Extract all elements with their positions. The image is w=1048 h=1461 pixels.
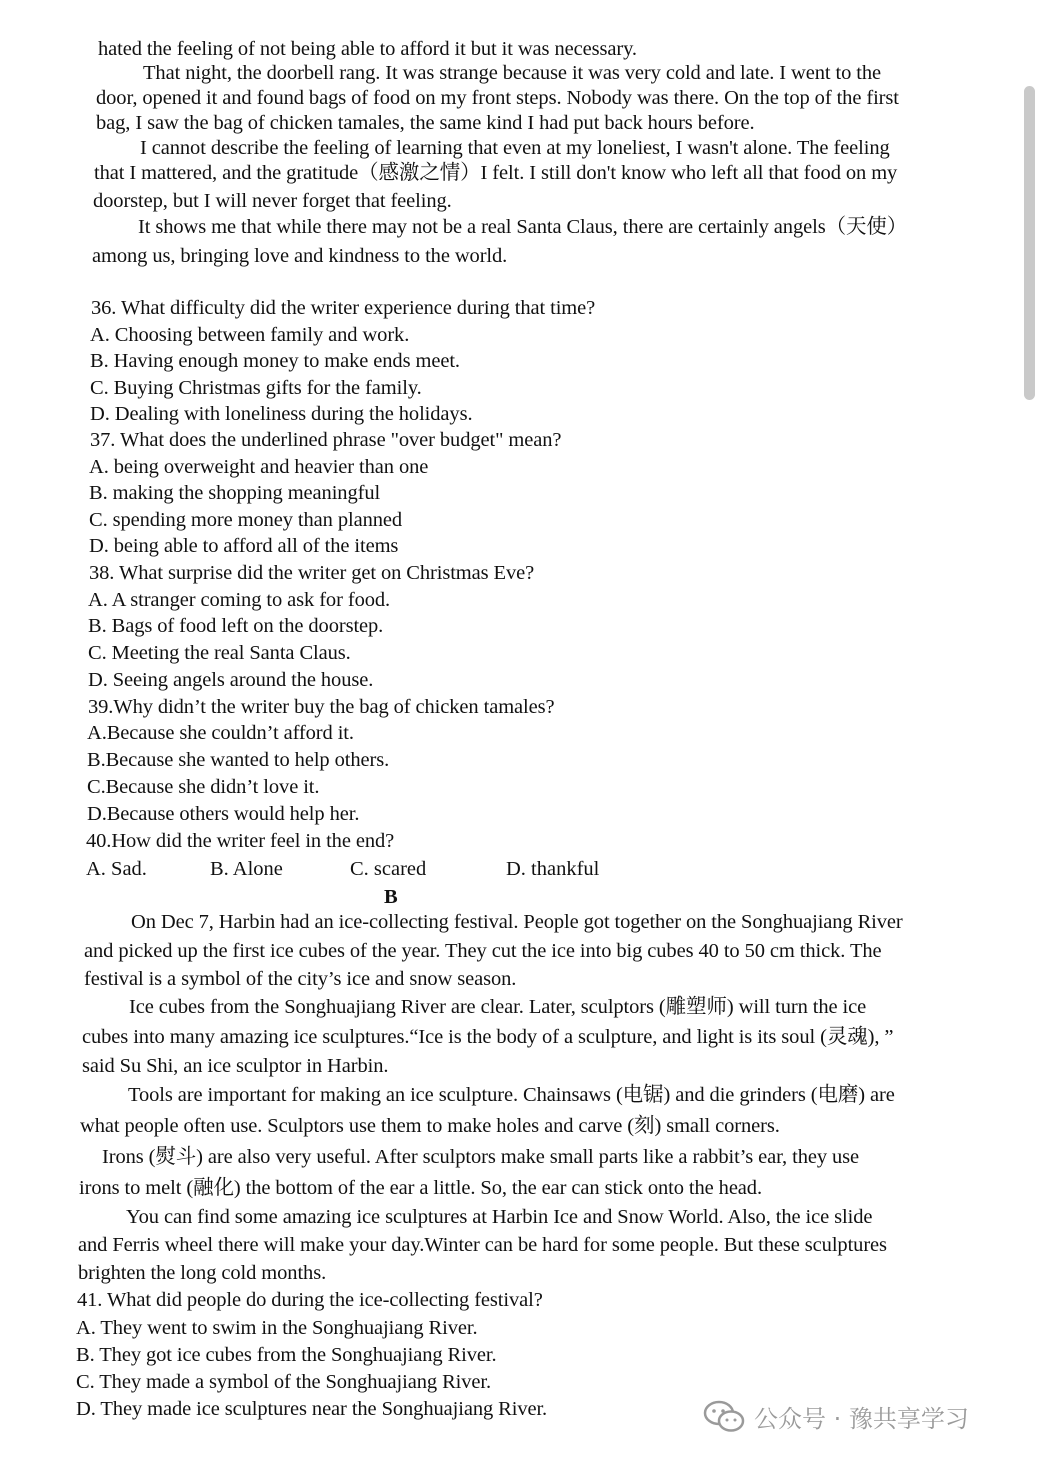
passage-a-line: That night, the doorbell rang. It was strange because it was very cold and late. I went to the: [143, 62, 882, 84]
option-line: A. being overweight and heavier than one: [89, 456, 429, 478]
option-line: C. Buying Christmas gifts for the family.: [90, 377, 422, 399]
option-line: C. spending more money than planned: [89, 509, 403, 531]
question-38: 38. What surprise did the writer get on Christmas Eve?: [89, 562, 535, 584]
passage-a-line: door, opened it and found bags of food on my front steps. Nobody was there. On the top of the first: [96, 87, 899, 109]
passage-b-line: festival is a symbol of the city’s ice and snow season.: [84, 968, 517, 990]
option-line: B. Bags of food left on the doorstep.: [88, 615, 384, 637]
option-line: B. Having enough money to make ends meet.: [90, 350, 460, 372]
passage-b-line: irons to melt (融化) the bottom of the ear a little. So, the ear can stick onto the head.: [79, 1177, 762, 1199]
q40-option-c: C. scared: [350, 858, 427, 880]
passage-b-line: Tools are important for making an ice sculpture. Chainsaws (电锯) and die grinders (电磨) are: [128, 1084, 895, 1106]
q40-option-d: D. thankful: [506, 858, 600, 880]
question-40: 40.How did the writer feel in the end?: [86, 830, 395, 852]
option-line: D.Because others would help her.: [87, 803, 360, 825]
option-line: C.Because she didn’t love it.: [87, 776, 320, 798]
passage-b-line: brighten the long cold months.: [78, 1262, 327, 1284]
passage-b-line: what people often use. Sculptors use them to make holes and carve (刻) small corners.: [80, 1115, 780, 1137]
passage-b-line: and picked up the first ice cubes of the year. They cut the ice into big cubes 40 to 50 cm thick. The: [84, 940, 882, 962]
option-line: A. Choosing between family and work.: [90, 324, 410, 346]
passage-a-line: hated the feeling of not being able to afford it but it was necessary.: [98, 38, 637, 60]
passage-b-line: said Su Shi, an ice sculptor in Harbin.: [82, 1055, 389, 1077]
option-line: D. Dealing with loneliness during the holidays.: [90, 403, 473, 425]
option-line: A.Because she couldn’t afford it.: [87, 722, 354, 744]
wechat-icon: [702, 1399, 746, 1433]
watermark-text: 公众号 · 豫共享学习: [754, 1404, 969, 1433]
passage-b-line: Ice cubes from the Songhuajiang River are clear. Later, sculptors (雕塑师) will turn the ice: [129, 996, 867, 1018]
passage-b-line: On Dec 7, Harbin had an ice-collecting festival. People got together on the Songhuajiang River: [131, 911, 903, 933]
question-41: 41. What did people do during the ice-collecting festival?: [77, 1289, 543, 1311]
option-line: A. A stranger coming to ask for food.: [88, 589, 391, 611]
q40-option-a: A. Sad.: [86, 858, 147, 880]
option-line: D. They made ice sculptures near the Songhuajiang River.: [76, 1398, 548, 1420]
passage-a-line: doorstep, but I will never forget that feeling.: [93, 190, 452, 212]
section-b-heading: B: [384, 886, 398, 908]
option-line: B. making the shopping meaningful: [89, 482, 381, 504]
option-line: C. They made a symbol of the Songhuajiang River.: [76, 1371, 492, 1393]
question-36: 36. What difficulty did the writer experience during that time?: [91, 297, 596, 319]
option-line: C. Meeting the real Santa Claus.: [88, 642, 351, 664]
passage-a-line: It shows me that while there may not be a real Santa Claus, there are certainly angels（天使）: [138, 216, 908, 238]
passage-a-line: I cannot describe the feeling of learning that even at my loneliest, I wasn't alone. The feeling: [140, 137, 890, 159]
watermark: [702, 1396, 969, 1436]
option-line: A. They went to swim in the Songhuajiang River.: [76, 1317, 478, 1339]
passage-b-line: and Ferris wheel there will make your day.Winter can be hard for some people. But these sculptures: [78, 1234, 887, 1256]
q40-option-b: B. Alone: [210, 858, 283, 880]
option-line: D. Seeing angels around the house.: [88, 669, 374, 691]
passage-b-line: You can find some amazing ice sculptures at Harbin Ice and Snow World. Also, the ice slide: [126, 1206, 873, 1228]
option-line: D. being able to afford all of the items: [89, 535, 399, 557]
passage-a-line: among us, bringing love and kindness to the world.: [92, 245, 508, 267]
option-line: B. They got ice cubes from the Songhuajiang River.: [76, 1344, 497, 1366]
option-line: B.Because she wanted to help others.: [87, 749, 390, 771]
scrollbar-thumb[interactable]: [1024, 86, 1035, 400]
question-39: 39.Why didn’t the writer buy the bag of chicken tamales?: [88, 696, 555, 718]
passage-a-line: bag, I saw the bag of chicken tamales, the same kind I had put back hours before.: [96, 112, 755, 134]
passage-b-line: Irons (熨斗) are also very useful. After sculptors make small parts like a rabbit’s ear, they use: [102, 1146, 860, 1168]
passage-b-line: cubes into many amazing ice sculptures.“Ice is the body of a sculpture, and light is its soul (灵魂), ”: [82, 1026, 894, 1048]
question-37: 37. What does the underlined phrase "over budget" mean?: [90, 429, 562, 451]
passage-a-line: that I mattered, and the gratitude（感激之情）I felt. I still don't know who left all that food on my: [94, 162, 898, 184]
